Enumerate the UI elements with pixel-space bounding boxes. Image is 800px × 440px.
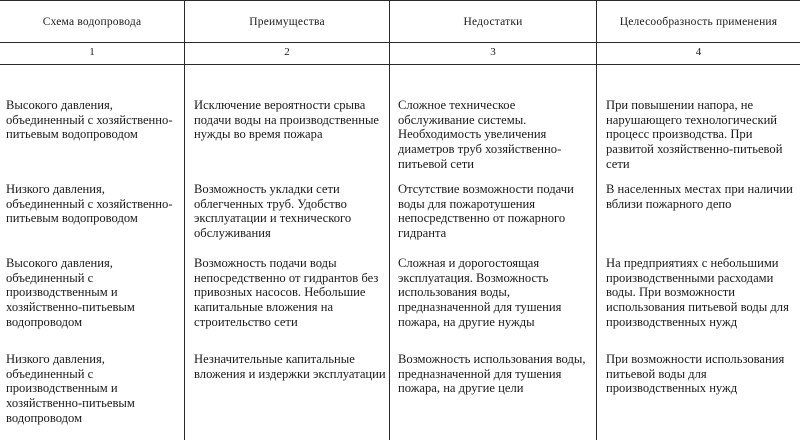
header-disadvantages: Недостатки bbox=[463, 16, 523, 28]
scheme-cell: Низкого давления, объединенный с хозяйственно-питьевым водопроводом bbox=[6, 182, 173, 226]
advantages-cell: Исключение вероятности срыва подачи воды на производственные нужды во время пожара bbox=[194, 98, 380, 142]
column-number-3: 3 bbox=[490, 46, 496, 58]
column-divider-2 bbox=[389, 0, 390, 440]
applicability-cell: При возможности использования питьевой воды для производственных нужд bbox=[606, 352, 785, 396]
advantages-cell: Незначительные капитальные вложения и издержки эксплуатации bbox=[194, 352, 386, 381]
disadvantages-cell: Возможность использования воды, предназначенной для тушения пожара, на другие цели bbox=[398, 352, 586, 396]
column-number-1: 1 bbox=[89, 46, 95, 58]
header-separator-rule bbox=[0, 42, 800, 43]
numbers-separator-rule bbox=[0, 64, 800, 65]
disadvantages-cell: Сложное техническое обслуживание системы. Необходимость увеличения диаметров труб хозяйственно-питьевой сети bbox=[398, 98, 562, 171]
scheme-cell: Высокого давления, объединенный с хозяйственно-питьевым водопроводом bbox=[6, 98, 173, 142]
header-applicability: Целесообразность применения bbox=[619, 16, 778, 28]
column-number-4: 4 bbox=[695, 46, 702, 58]
column-divider-3 bbox=[596, 0, 597, 440]
column-number-2: 2 bbox=[284, 46, 290, 58]
column-divider-1 bbox=[184, 0, 185, 440]
disadvantages-cell: Отсутствие возможности подачи воды для пожаротушения непосредственно от пожарного гидранта bbox=[398, 182, 574, 241]
scheme-cell: Низкого давления, объединенный с производственным и хозяйственно-питьевым водопроводом bbox=[6, 352, 135, 425]
advantages-cell: Возможность подачи воды непосредственно от гидрантов без привозных насосов. Небольшие капитальные вложения на строительство сети bbox=[194, 256, 379, 329]
header-advantages: Преимущества bbox=[249, 16, 325, 28]
applicability-cell: При повышении напора, не нарушающего технологический процесс производства. При развитой хозяйственно-питьевой сети bbox=[606, 98, 783, 171]
applicability-cell: В населенных местах при наличии вблизи пожарного депо bbox=[606, 182, 793, 211]
table-top-rule bbox=[0, 0, 800, 1]
advantages-cell: Возможность укладки сети облегченных труб. Удобство эксплуатации и технического обслуживания bbox=[194, 182, 352, 241]
scheme-cell: Высокого давления, объединенный с производственным и хозяйственно-питьевым водопроводом bbox=[6, 256, 135, 329]
header-scheme: Схема водопровода bbox=[42, 16, 142, 28]
applicability-cell: На предприятиях с небольшими производственными расходами воды. При возможности использования питьевой воды для производственных нужд bbox=[606, 256, 789, 329]
disadvantages-cell: Сложная и дорогостоящая эксплуатация. Возможность использования воды, предназначенной для тушения пожара, на другие нужды bbox=[398, 256, 562, 329]
